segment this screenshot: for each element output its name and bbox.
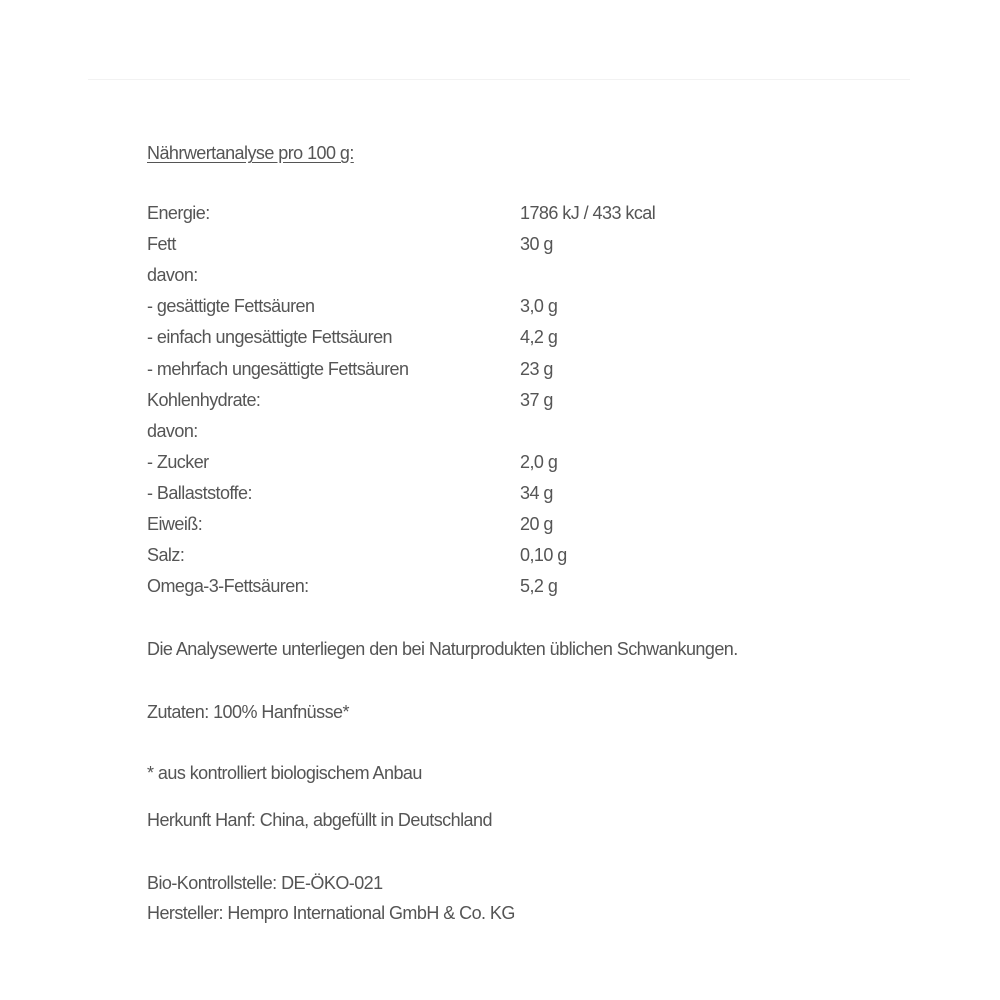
table-row	[147, 233, 747, 255]
manufacturer: Hersteller: Hempro International GmbH & Co. KG	[147, 903, 515, 923]
row-label: Fett	[147, 234, 176, 255]
row-label: Energie:	[147, 203, 210, 223]
row-value: 0,10 g	[520, 545, 567, 566]
table-row	[147, 451, 747, 473]
control-body: Bio-Kontrollstelle: DE-ÖKO-021	[147, 873, 383, 893]
row-label: davon:	[147, 420, 198, 441]
table-row	[147, 575, 747, 597]
analysis-note: Die Analysewerte unterliegen den bei Naturprodukten üblichen Schwankungen.	[147, 639, 738, 659]
nutrition-heading: Nährwertanalyse pro 100 g:	[147, 143, 354, 163]
row-label: - mehrfach ungesättigte Fettsäuren	[147, 358, 409, 379]
table-row	[147, 295, 747, 317]
row-value: 30 g	[520, 234, 553, 255]
row-value: 34 g	[520, 482, 553, 503]
row-label: Kohlenhydrate:	[147, 389, 261, 410]
row-label: Salz:	[147, 545, 185, 566]
row-label: - einfach ungesättigte Fettsäuren	[147, 327, 393, 348]
origin: Herkunft Hanf: China, abgefüllt in Deutschland	[147, 810, 492, 830]
divider	[88, 79, 910, 80]
table-row	[147, 420, 747, 442]
row-value: 1786 kJ / 433 kcal	[520, 203, 656, 223]
row-label: - Ballaststoffe:	[147, 482, 252, 503]
row-value: 23 g	[520, 358, 553, 379]
row-label: davon:	[147, 265, 198, 286]
table-row	[147, 482, 747, 504]
row-value: 20 g	[520, 514, 553, 534]
row-label: - gesättigte Fettsäuren	[147, 296, 315, 317]
row-value: 4,2 g	[520, 327, 558, 348]
table-row	[147, 544, 747, 566]
row-value: 5,2 g	[520, 576, 558, 597]
row-label: - Zucker	[147, 451, 209, 472]
organic-note: * aus kontrolliert biologischem Anbau	[147, 763, 422, 783]
row-value: 2,0 g	[520, 451, 558, 472]
row-value: 37 g	[520, 389, 553, 410]
row-label: Eiweiß:	[147, 514, 203, 534]
table-row	[147, 513, 747, 535]
row-label: Omega-3-Fettsäuren:	[147, 576, 309, 597]
table-row	[147, 326, 747, 348]
ingredients: Zutaten: 100% Hanfnüsse*	[147, 702, 349, 722]
row-value: 3,0 g	[520, 296, 558, 317]
table-row	[147, 202, 747, 224]
table-row	[147, 264, 747, 286]
table-row	[147, 389, 747, 411]
table-row	[147, 358, 747, 380]
